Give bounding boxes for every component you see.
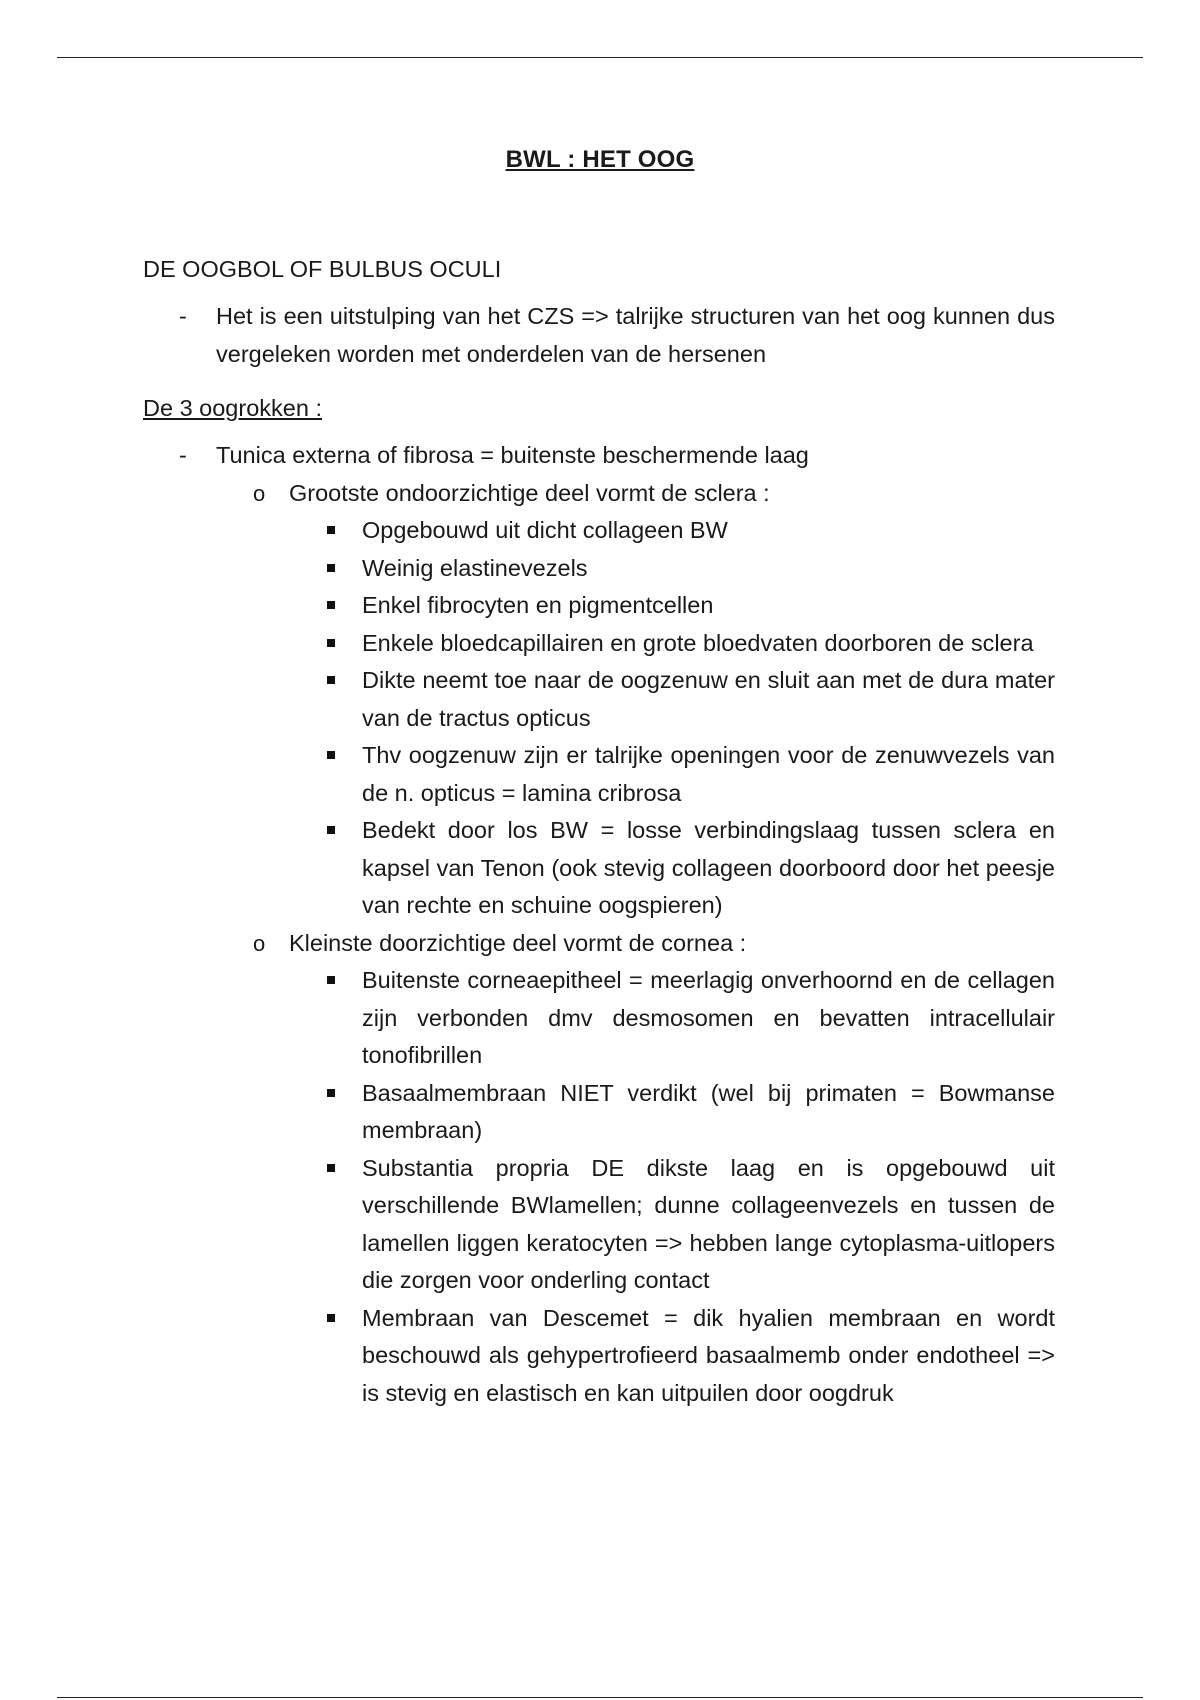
list-item-text: Enkel fibrocyten en pigmentcellen [362, 592, 714, 618]
square-bullet-icon [327, 976, 335, 984]
footer-rule [57, 1697, 1143, 1698]
square-bullet-icon [327, 1164, 335, 1172]
square-bullet-icon [327, 676, 335, 684]
square-bullet-icon [327, 601, 335, 609]
cornea-list [289, 962, 1055, 1412]
circle-marker: o [253, 930, 266, 956]
square-bullet-icon [327, 826, 335, 834]
square-bullet-icon [327, 526, 335, 534]
list-item [143, 298, 1055, 373]
intro-list [143, 298, 1055, 373]
square-bullet-icon [327, 1314, 335, 1322]
dash-marker: - [179, 442, 187, 468]
list-item [289, 962, 1055, 1075]
cornea-label: Kleinste doorzichtige deel vormt de cornea : [289, 929, 747, 956]
circle-marker: o [253, 480, 266, 506]
list-item [289, 587, 1055, 625]
intro-text: Het is een uitstulping van het CZS => talrijke structuren van het oog kunnen dus vergeleken worden met onderdelen van de hersenen [216, 303, 1055, 367]
section-heading: DE OOGBOL OF BULBUS OCULI [143, 256, 502, 282]
list-item [289, 1300, 1055, 1413]
list-item-text: Dikte neemt toe naar de oogzenuw en sluit aan met de dura mater van de tractus opticus [362, 667, 1055, 731]
list-item-text: Thv oogzenuw zijn er talrijke openingen voor de zenuwvezels van de n. opticus = lamina cribrosa [362, 742, 1055, 806]
sclera-list [289, 512, 1055, 925]
list-item-text: Buitenste corneaepitheel = meerlagig onverhoornd en de cellagen zijn verbonden dmv desmosomen en bevatten intracellulair tonofibrillen [362, 967, 1055, 1068]
document-body [143, 254, 1055, 1412]
list-item [289, 1075, 1055, 1150]
list-item [289, 662, 1055, 737]
tunica-sublist [216, 475, 1055, 1413]
list-item-text: Membraan van Descemet = dik hyalien membraan en wordt beschouwd als gehypertrofieerd basaalmemb onder endotheel => is stevig en elastisch en kan uitpuilen door oogdruk [362, 1304, 1055, 1406]
list-item [289, 1150, 1055, 1300]
list-item-text: Opgebouwd uit dicht collageen BW [362, 517, 728, 543]
dash-marker: - [179, 303, 187, 329]
square-bullet-icon [327, 564, 335, 572]
list-item [216, 925, 1055, 1413]
sclera-label: Grootste ondoorzichtige deel vormt de sclera : [289, 479, 770, 506]
list-item [143, 437, 1055, 1412]
list-item-text: Basaalmembraan NIET verdikt (wel bij primaten = Bowmanse membraan) [362, 1079, 1055, 1143]
header-rule [57, 57, 1143, 58]
list-item [216, 475, 1055, 925]
list-item [289, 737, 1055, 812]
square-bullet-icon [327, 1089, 335, 1097]
square-bullet-icon [327, 751, 335, 759]
list-item [289, 812, 1055, 925]
tunica-label: Tunica externa of fibrosa = buitenste beschermende laag [216, 442, 809, 468]
list-item [289, 512, 1055, 550]
list-item-text: Substantia propria DE dikste laag en is opgebouwd uit verschillende BWlamellen; dunne collageenvezels en tussen de lamellen liggen keratocyten => hebben lange cytoplasma-uitlopers die zorgen voor onderling contact [362, 1154, 1055, 1293]
list-item [289, 550, 1055, 588]
page-title: BWL : HET OOG [505, 146, 695, 173]
oogrokken-list [143, 437, 1055, 1412]
list-item-text: Bedekt door los BW = losse verbindingslaag tussen sclera en kapsel van Tenon (ook stevig collageen doorboord door het peesje van rechte en schuine oogspieren) [362, 817, 1055, 918]
list-item-text: Enkele bloedcapillairen en grote bloedvaten doorboren de sclera [362, 629, 1034, 656]
square-bullet-icon [327, 639, 335, 647]
list-item-text: Weinig elastinevezels [362, 554, 588, 581]
list-item [289, 625, 1055, 663]
subheading: De 3 oogrokken : [143, 395, 322, 421]
